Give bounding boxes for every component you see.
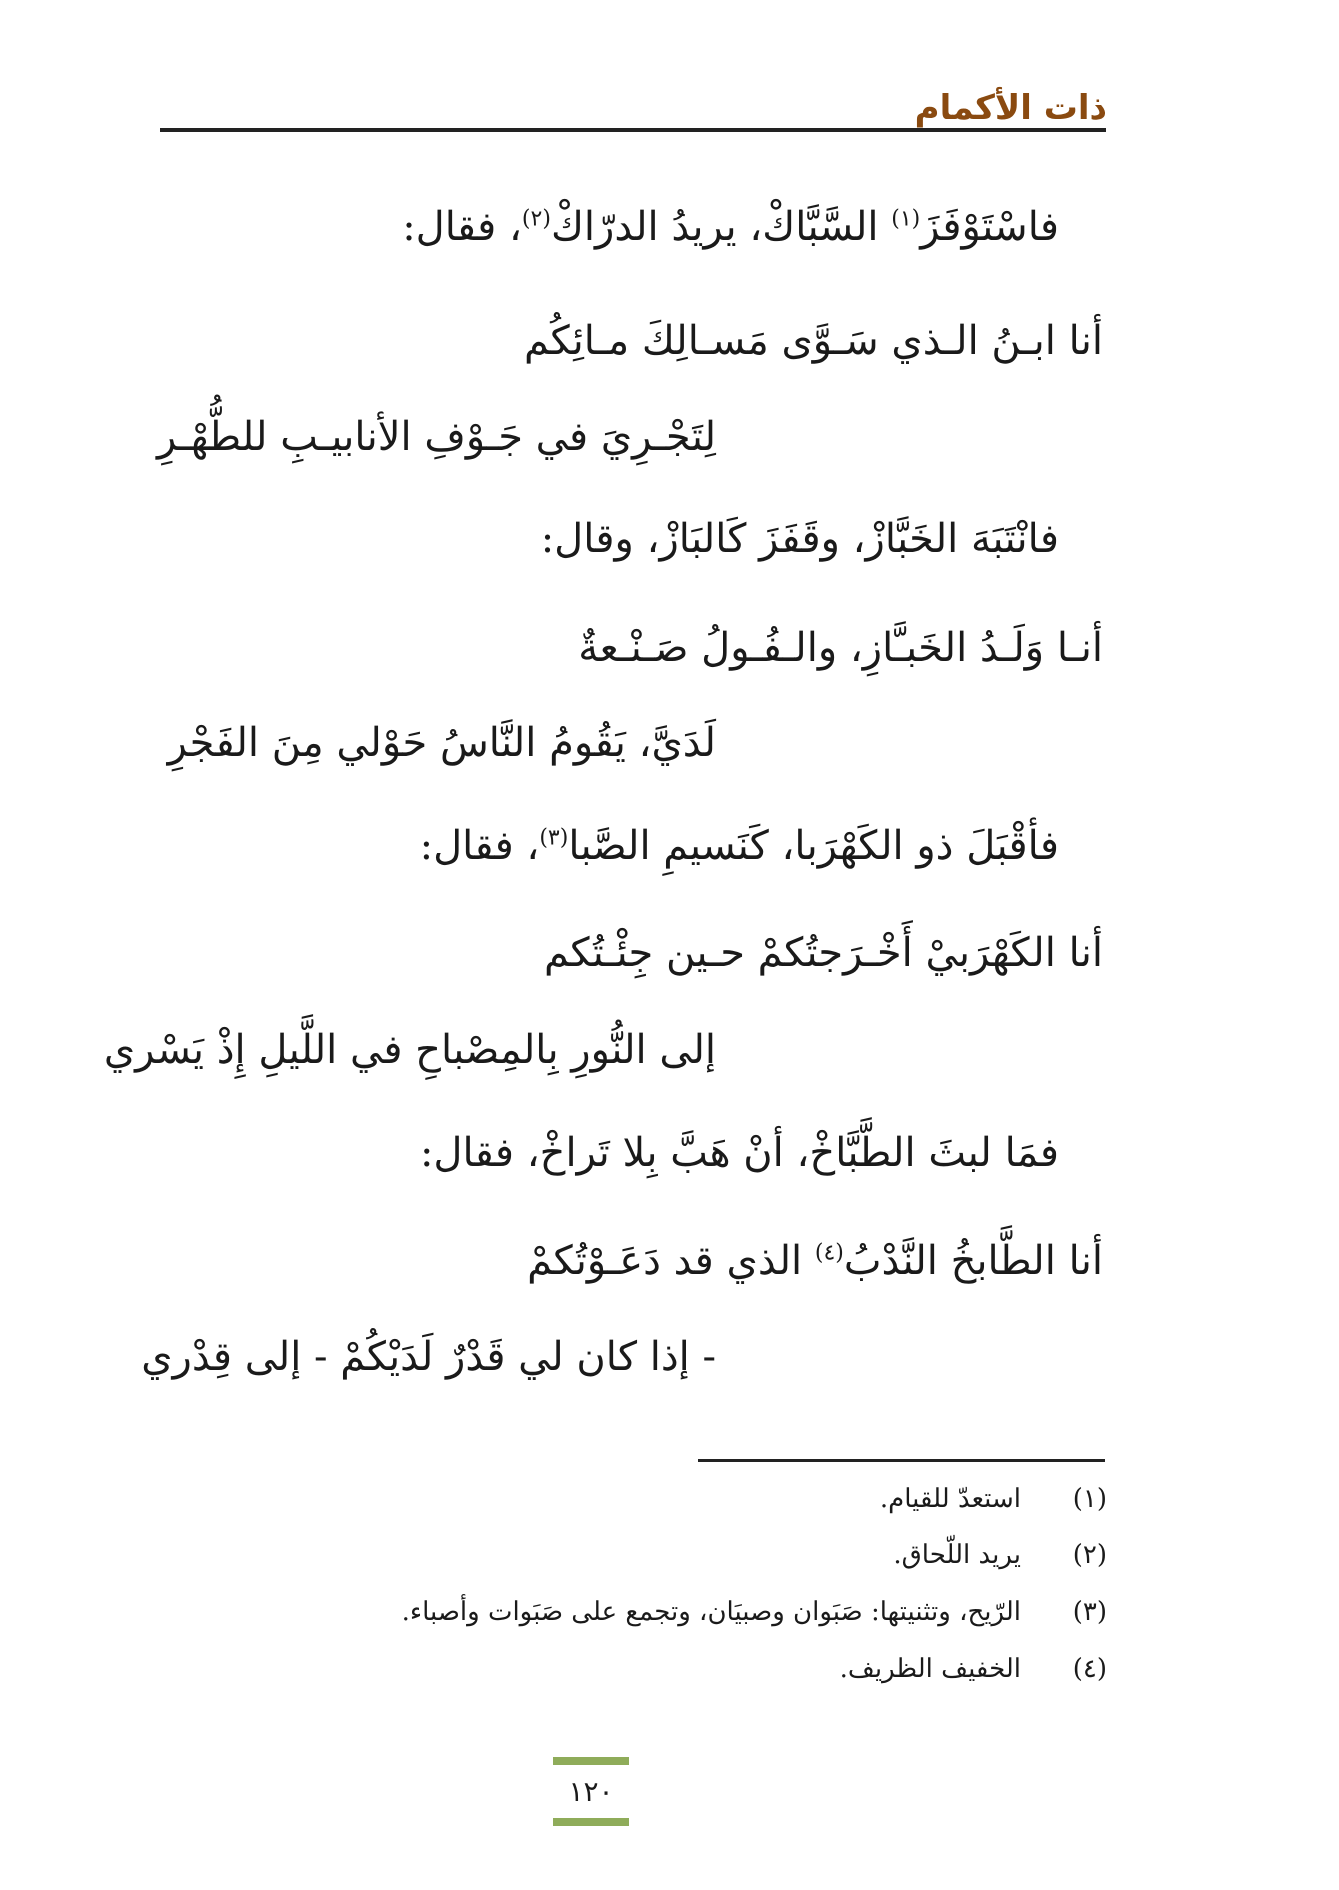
verse-line-first-hemistich: أنـا وَلَـدُ الخَبـَّازِ، والـفُـولُ صَـنْـعةٌ bbox=[578, 625, 1103, 671]
footnote-text: يريد اللّحاق. bbox=[893, 1540, 1021, 1570]
prose-line-3 bbox=[419, 823, 1059, 869]
page-number: ١٢٠ bbox=[568, 1775, 614, 1808]
verse-line-second-hemistich: إلى النُّورِ بِالمِصْباحِ في اللَّيلِ إِذْ يَسْري bbox=[103, 1027, 716, 1073]
page-number-bar-top bbox=[553, 1757, 629, 1765]
verse-text: أنا الطَّابخُ النَّدْبُ bbox=[843, 1238, 1103, 1284]
verse-line-first-hemistich: أنا ابـنُ الـذي سَـوَّى مَسـالِكَ مـائِكُم bbox=[523, 318, 1103, 364]
verse-line-second-hemistich: - إذا كان لي قَدْرٌ لَدَيْكُمْ - إلى قِدْري bbox=[141, 1334, 716, 1380]
prose-line-2: فانْتَبَهَ الخَبَّازْ، وقَفَزَ كَالبَازْ، وقال: bbox=[540, 516, 1059, 562]
footnote-number: (٤) bbox=[1072, 1654, 1107, 1684]
prose-text: ، فقال: bbox=[402, 204, 522, 250]
page-number-bar-bottom bbox=[553, 1818, 629, 1826]
verse-line-second-hemistich: لَدَيَّ، يَقُومُ النَّاسُ حَوْلي مِنَ الفَجْرِ bbox=[167, 720, 716, 766]
prose-line-4: فمَا لبثَ الطَّبَّاخْ، أنْ هَبَّ بِلا تَراخْ، فقال: bbox=[419, 1130, 1059, 1176]
running-title: ذات الأكمام bbox=[914, 88, 1107, 128]
footnote-4 bbox=[840, 1654, 1107, 1684]
verse-line-second-hemistich: لِتَجْـرِيَ في جَـوْفِ الأنابيـبِ للطُّهْـرِ bbox=[157, 414, 716, 460]
footnote-text: استعدّ للقيام. bbox=[879, 1484, 1021, 1514]
footnote-marker[interactable]: (١) bbox=[891, 206, 921, 232]
prose-text: فاسْتَوْفَزَ bbox=[920, 204, 1059, 250]
footnote-marker[interactable]: (٣) bbox=[539, 825, 569, 851]
footnote-number: (٢) bbox=[1072, 1540, 1107, 1570]
footnote-marker[interactable]: (٢) bbox=[521, 206, 551, 232]
header-rule bbox=[160, 128, 1106, 132]
footnote-text: الخفيف الظريف. bbox=[839, 1654, 1021, 1684]
prose-text: السَّبَّاكْ، يريدُ الدرّاكْ bbox=[550, 204, 892, 250]
footnote-number: (١) bbox=[1072, 1484, 1107, 1514]
verse-text: الذي قد دَعَـوْتُكمْ bbox=[527, 1238, 815, 1284]
footnote-1 bbox=[880, 1484, 1107, 1514]
prose-text: ، فقال: bbox=[419, 823, 540, 869]
footnote-2 bbox=[893, 1540, 1107, 1570]
prose-line-1 bbox=[402, 204, 1059, 250]
footnote-separator bbox=[698, 1459, 1105, 1462]
footnote-text: الرّيح، وتثنيتها: صَبَوان وصبيَان، وتجمع على صَبَوات وأصباء. bbox=[401, 1597, 1021, 1627]
footnote-number: (٣) bbox=[1072, 1597, 1107, 1627]
footnote-3 bbox=[402, 1597, 1107, 1627]
verse-line-first-hemistich bbox=[527, 1238, 1103, 1284]
footnote-marker[interactable]: (٤) bbox=[814, 1240, 844, 1266]
verse-line-first-hemistich: أنا الكَهْرَبيْ أَخْـرَجتُكمْ حـين جِئْـتُكم bbox=[543, 930, 1103, 976]
prose-text: فأقْبَلَ ذو الكَهْرَبا، كَنَسيمِ الصَّبا bbox=[568, 823, 1059, 869]
